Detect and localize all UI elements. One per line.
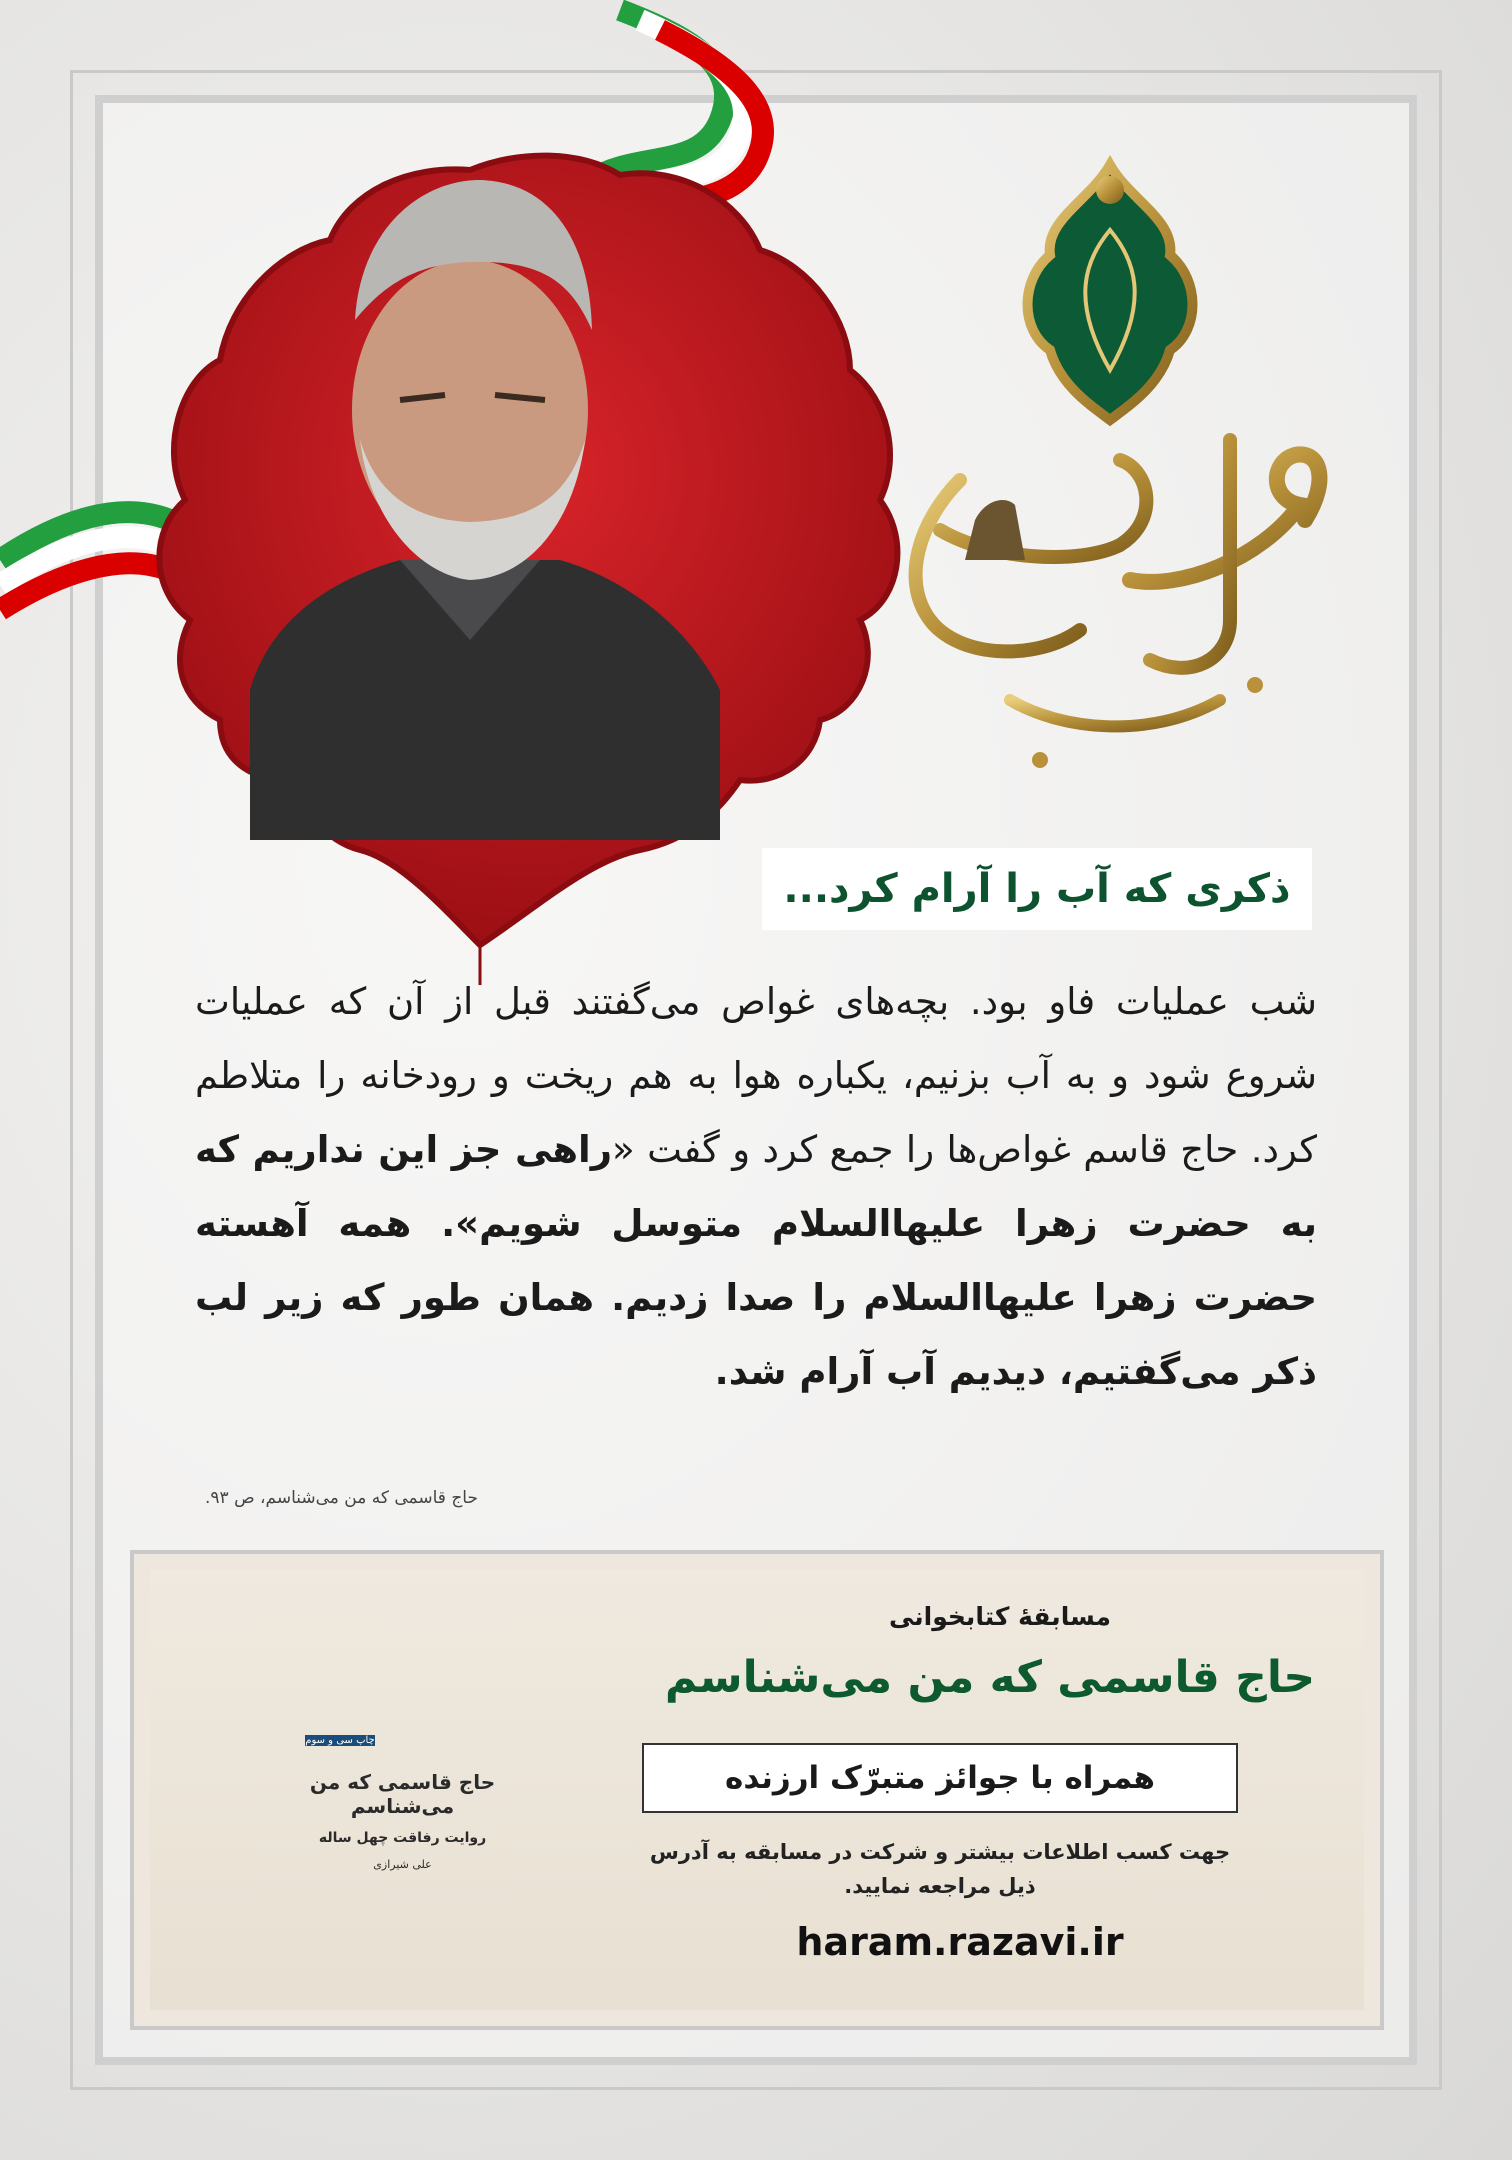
contest-title: حاج قاسمی که من می‌شناسم (664, 1652, 1316, 1703)
book-title: حاج قاسمی که من می‌شناسم (309, 1770, 496, 1818)
contest-label: مسابقهٔ کتابخوانی (888, 1602, 1111, 1631)
calligraphy-logo (916, 440, 1320, 768)
info-line-1: جهت کسب اطلاعات بیشتر و شرکت در مسابقه به آدرس (649, 1840, 1231, 1864)
story-quote: راهی جز این نداریم که به حضرت زهرا علیهاالسلام متوسل شویم». (195, 1128, 1317, 1245)
book-author: علی شیرازی (373, 1858, 432, 1871)
website-url[interactable]: haram.razavi.ir (796, 1920, 1124, 1964)
prize-text: همراه با جوائز متبرّک ارزنده (725, 1760, 1155, 1796)
book-subtitle: روایت رفاقت چهل ساله (318, 1830, 487, 1846)
story-regular: شب عملیات فاو بود. بچه‌های غواص می‌گفتند قبل از آن که عملیات شروع شود و به آب بزنیم، یکباره هوا به هم ریخت و رودخانه را متلاطم کرد. حاج قاسم غواص‌ها را جمع کرد و گفت « (195, 980, 1318, 1171)
story-end: همه آهسته حضرت زهرا علیهاالسلام را صدا زدیم. همان طور که زیر لب ذکر می‌گفتیم، دیدیم آب آرام شد. (195, 1202, 1317, 1393)
book-edition: چاپ سی و سوم (305, 1735, 375, 1746)
headline-box (762, 848, 1312, 930)
info-line-2: ذیل مراجعه نمایید. (844, 1874, 1036, 1898)
info-text (640, 1835, 1240, 1903)
headline: ذکری که آب را آرام کرد... (783, 866, 1291, 912)
citation: حاج قاسمی که من می‌شناسم، ص ۹۳. (205, 1488, 478, 1508)
shrine-emblem (1028, 165, 1193, 420)
story-text (195, 965, 1317, 1409)
prize-box (642, 1743, 1238, 1813)
